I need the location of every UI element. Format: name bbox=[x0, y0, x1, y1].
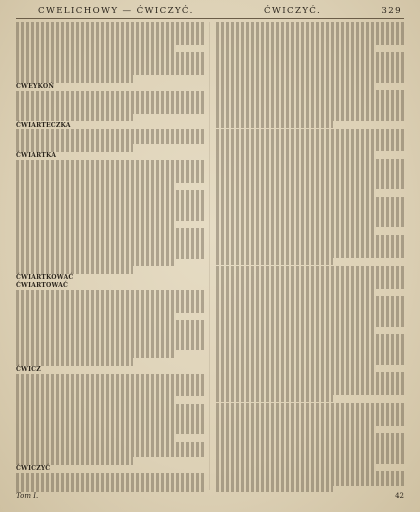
text-line-placeholder bbox=[16, 266, 133, 274]
text-line-placeholder bbox=[216, 479, 404, 487]
text-line-placeholder bbox=[16, 243, 204, 251]
text-line-placeholder bbox=[216, 433, 404, 441]
text-line-placeholder bbox=[216, 448, 404, 456]
text-line-placeholder bbox=[216, 380, 404, 388]
catchword: 42 bbox=[395, 492, 404, 500]
text-line-placeholder bbox=[16, 68, 204, 76]
text-line-placeholder bbox=[16, 190, 204, 198]
text-line-placeholder bbox=[216, 90, 404, 98]
text-line-placeholder bbox=[216, 273, 404, 281]
text-line-placeholder bbox=[216, 349, 404, 357]
text-line-placeholder bbox=[16, 381, 204, 389]
text-line-placeholder bbox=[16, 320, 204, 328]
page-number: 329 bbox=[381, 6, 402, 16]
entry-paragraph bbox=[216, 129, 404, 266]
text-line-placeholder bbox=[16, 183, 174, 191]
text-line-placeholder bbox=[16, 60, 204, 68]
text-line-placeholder bbox=[216, 113, 404, 121]
text-line-placeholder bbox=[16, 434, 174, 442]
entry-headword: ĆWIARTOWAĆ bbox=[16, 282, 69, 290]
text-line-placeholder bbox=[16, 160, 204, 168]
text-line-placeholder bbox=[216, 174, 404, 182]
text-line-placeholder bbox=[216, 22, 404, 30]
text-line-placeholder bbox=[216, 129, 404, 137]
text-line-placeholder bbox=[16, 450, 204, 458]
text-line-placeholder bbox=[16, 205, 204, 213]
text-line-placeholder bbox=[216, 220, 404, 228]
entry-paragraph bbox=[216, 22, 404, 128]
text-line-placeholder bbox=[16, 137, 204, 145]
text-line-placeholder bbox=[216, 289, 374, 297]
entry-paragraph bbox=[16, 366, 204, 465]
text-line-placeholder bbox=[216, 235, 404, 243]
entry-headword: CWEYKOŃ bbox=[16, 83, 55, 91]
text-line-placeholder bbox=[16, 480, 204, 488]
text-line-placeholder bbox=[216, 387, 404, 395]
entry-headword: ĆWICZYĆ bbox=[16, 465, 51, 473]
text-line-placeholder bbox=[16, 313, 174, 321]
text-line-placeholder bbox=[216, 456, 404, 464]
text-line-placeholder bbox=[16, 106, 204, 114]
text-line-placeholder bbox=[216, 250, 404, 258]
text-line-placeholder bbox=[16, 389, 204, 397]
text-line-placeholder bbox=[216, 410, 404, 418]
text-line-placeholder bbox=[16, 297, 204, 305]
entry-paragraph bbox=[216, 403, 404, 492]
text-line-placeholder bbox=[216, 395, 333, 403]
text-line-placeholder bbox=[16, 473, 204, 481]
text-line-placeholder bbox=[16, 98, 204, 106]
text-line-placeholder bbox=[16, 412, 204, 420]
text-line-placeholder bbox=[216, 121, 333, 129]
text-line-placeholder bbox=[216, 464, 374, 472]
text-line-placeholder bbox=[16, 213, 204, 221]
text-line-placeholder bbox=[16, 45, 174, 53]
text-line-placeholder bbox=[16, 236, 204, 244]
text-line-placeholder bbox=[216, 68, 404, 76]
entry-headword: ĆWICZ bbox=[16, 366, 41, 374]
text-line-placeholder bbox=[216, 52, 404, 60]
text-line-placeholder bbox=[16, 328, 204, 336]
entry-paragraph bbox=[16, 465, 204, 492]
text-line-placeholder bbox=[16, 198, 204, 206]
text-line-placeholder bbox=[216, 189, 374, 197]
text-line-placeholder bbox=[216, 144, 404, 152]
text-line-placeholder bbox=[16, 175, 204, 183]
text-line-placeholder bbox=[216, 243, 404, 251]
running-header bbox=[18, 6, 402, 18]
text-line-placeholder bbox=[16, 335, 204, 343]
entry-headword: ĆWIARTECZKA bbox=[16, 121, 71, 129]
text-line-placeholder bbox=[216, 372, 404, 380]
text-line-placeholder bbox=[216, 182, 404, 190]
entry-headword: ĆWIARTKA bbox=[16, 152, 57, 160]
text-line-placeholder bbox=[16, 358, 133, 366]
text-line-placeholder bbox=[216, 205, 404, 213]
text-line-placeholder bbox=[216, 357, 404, 365]
entry-paragraph bbox=[16, 282, 204, 366]
entry-paragraph bbox=[16, 122, 204, 152]
text-line-placeholder bbox=[216, 83, 374, 91]
text-line-placeholder bbox=[16, 427, 204, 435]
text-line-placeholder bbox=[216, 159, 404, 167]
text-line-placeholder bbox=[16, 221, 174, 229]
text-line-placeholder bbox=[216, 136, 404, 144]
text-line-placeholder bbox=[16, 167, 204, 175]
header-left-title: CWELICHOWY — ĆWICZYĆ. bbox=[38, 6, 194, 16]
text-line-placeholder bbox=[16, 114, 133, 122]
right-column bbox=[216, 22, 404, 492]
text-line-placeholder bbox=[216, 266, 404, 274]
text-line-placeholder bbox=[16, 251, 204, 259]
text-line-placeholder bbox=[16, 374, 204, 382]
text-line-placeholder bbox=[216, 304, 404, 312]
text-line-placeholder bbox=[16, 30, 204, 38]
text-line-placeholder bbox=[216, 418, 404, 426]
text-line-placeholder bbox=[16, 343, 204, 351]
text-line-placeholder bbox=[216, 471, 404, 479]
text-line-placeholder bbox=[216, 296, 404, 304]
text-line-placeholder bbox=[216, 426, 374, 434]
text-line-placeholder bbox=[216, 37, 404, 45]
text-line-placeholder bbox=[216, 334, 404, 342]
text-line-placeholder bbox=[16, 350, 174, 358]
text-line-placeholder bbox=[16, 419, 204, 427]
page-footer bbox=[16, 492, 404, 504]
text-line-placeholder bbox=[216, 106, 404, 114]
entry-paragraph bbox=[16, 83, 204, 121]
header-rule bbox=[16, 18, 404, 19]
entry-paragraph bbox=[16, 152, 204, 274]
text-line-placeholder bbox=[216, 45, 374, 53]
column-gutter bbox=[209, 22, 210, 490]
text-line-placeholder bbox=[16, 404, 204, 412]
entry-paragraph bbox=[16, 22, 204, 83]
text-line-placeholder bbox=[16, 305, 204, 313]
text-line-placeholder bbox=[216, 441, 404, 449]
text-line-placeholder bbox=[216, 342, 404, 350]
text-line-placeholder bbox=[216, 327, 374, 335]
text-line-placeholder bbox=[16, 91, 204, 99]
left-column bbox=[16, 22, 204, 492]
text-line-placeholder bbox=[216, 281, 404, 289]
text-line-placeholder bbox=[216, 30, 404, 38]
text-line-placeholder bbox=[16, 228, 204, 236]
text-line-placeholder bbox=[16, 75, 133, 83]
text-line-placeholder bbox=[16, 129, 204, 137]
entry-headword: ĆWIARTKOWAĆ bbox=[16, 274, 74, 282]
text-line-placeholder bbox=[216, 319, 404, 327]
entry-paragraph bbox=[16, 274, 204, 282]
text-line-placeholder bbox=[216, 197, 404, 205]
header-right-title: ĆWICZYĆ. bbox=[264, 6, 322, 16]
text-line-placeholder bbox=[216, 365, 374, 373]
text-line-placeholder bbox=[216, 98, 404, 106]
text-line-placeholder bbox=[216, 212, 404, 220]
text-line-placeholder bbox=[16, 144, 133, 152]
entry-paragraph bbox=[216, 266, 404, 403]
text-line-placeholder bbox=[16, 22, 204, 30]
text-line-placeholder bbox=[16, 442, 204, 450]
text-line-placeholder bbox=[216, 403, 404, 411]
text-line-placeholder bbox=[216, 151, 374, 159]
text-line-placeholder bbox=[216, 167, 404, 175]
text-line-placeholder bbox=[216, 75, 404, 83]
volume-mark: Tom I. bbox=[16, 492, 39, 500]
text-line-placeholder bbox=[16, 457, 133, 465]
text-line-placeholder bbox=[216, 227, 374, 235]
text-line-placeholder bbox=[16, 259, 174, 267]
text-line-placeholder bbox=[16, 37, 204, 45]
text-line-placeholder bbox=[16, 290, 204, 298]
text-line-placeholder bbox=[216, 60, 404, 68]
text-line-placeholder bbox=[216, 311, 404, 319]
text-line-placeholder bbox=[16, 396, 174, 404]
text-line-placeholder bbox=[16, 52, 204, 60]
text-line-placeholder bbox=[216, 258, 333, 266]
